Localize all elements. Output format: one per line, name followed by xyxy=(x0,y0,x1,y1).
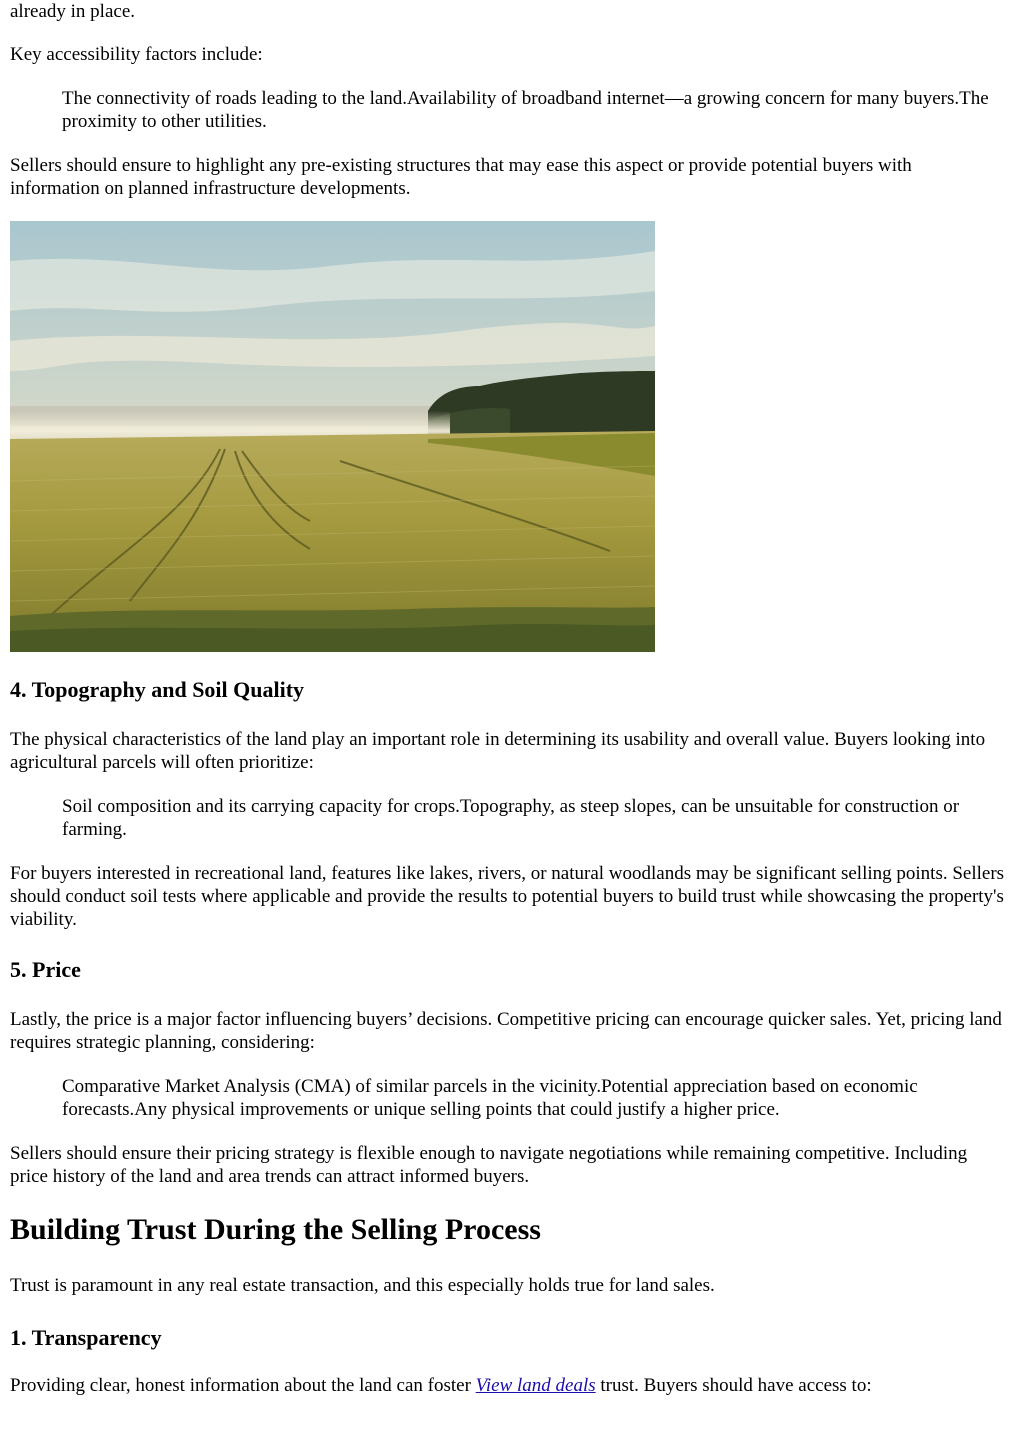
transparency-text-before: Providing clear, honest information about the land can foster xyxy=(10,1375,476,1396)
price-followup: Sellers should ensure their pricing strategy is flexible enough to navigate negotiations while remaining competitive. Including price history of the land and area trends can attract informed buyers. xyxy=(10,1143,968,1187)
topography-list: Soil composition and its carrying capacity for crops.Topography, as steep slopes, can be unsuitable for construction or farming. xyxy=(62,796,960,840)
trust-heading: Building Trust During the Selling Process xyxy=(10,1213,541,1246)
intro-tail-text: already in place. xyxy=(10,1,136,22)
price-list: Comparative Market Analysis (CMA) of similar parcels in the vicinity.Potential appreciation based on economic forecasts.Any physical improvements or unique selling points that could justify a higher price. xyxy=(62,1076,918,1120)
wheat-field-photo xyxy=(10,221,655,652)
transparency-heading: 1. Transparency xyxy=(10,1325,162,1350)
sellers-note: Sellers should ensure to highlight any pre-existing structures that may ease this aspect or provide potential buyers with information on planned infrastructure developments. xyxy=(10,155,912,199)
topography-heading: 4. Topography and Soil Quality xyxy=(10,677,305,702)
topography-followup: For buyers interested in recreational land, features like lakes, rivers, or natural woodlands may be significant selling points. Sellers should conduct soil tests where applicable and provide the results to potential buyers to build trust while showcasing the property's viability. xyxy=(10,863,1005,930)
price-paragraph: Lastly, the price is a major factor influencing buyers’ decisions. Competitive pricing can encourage quicker sales. Yet, pricing land requires strategic planning, considering: xyxy=(10,1009,1002,1053)
trust-paragraph: Trust is paramount in any real estate transaction, and this especially holds true for land sales. xyxy=(10,1275,715,1296)
price-heading: 5. Price xyxy=(10,957,81,982)
factors-label: Key accessibility factors include: xyxy=(10,44,263,65)
view-land-deals-link[interactable]: View land deals xyxy=(475,1375,596,1396)
transparency-text-after: trust. Buyers should have access to: xyxy=(595,1375,872,1396)
factors-list: The connectivity of roads leading to the land.Availability of broadband internet—a growing concern for many buyers.The proximity to other utilities. xyxy=(62,88,989,132)
topography-paragraph: The physical characteristics of the land play an important role in determining its usability and overall value. Buyers looking into agricultural parcels will often prioritize: xyxy=(10,729,986,773)
transparency-paragraph xyxy=(10,1374,1005,1397)
